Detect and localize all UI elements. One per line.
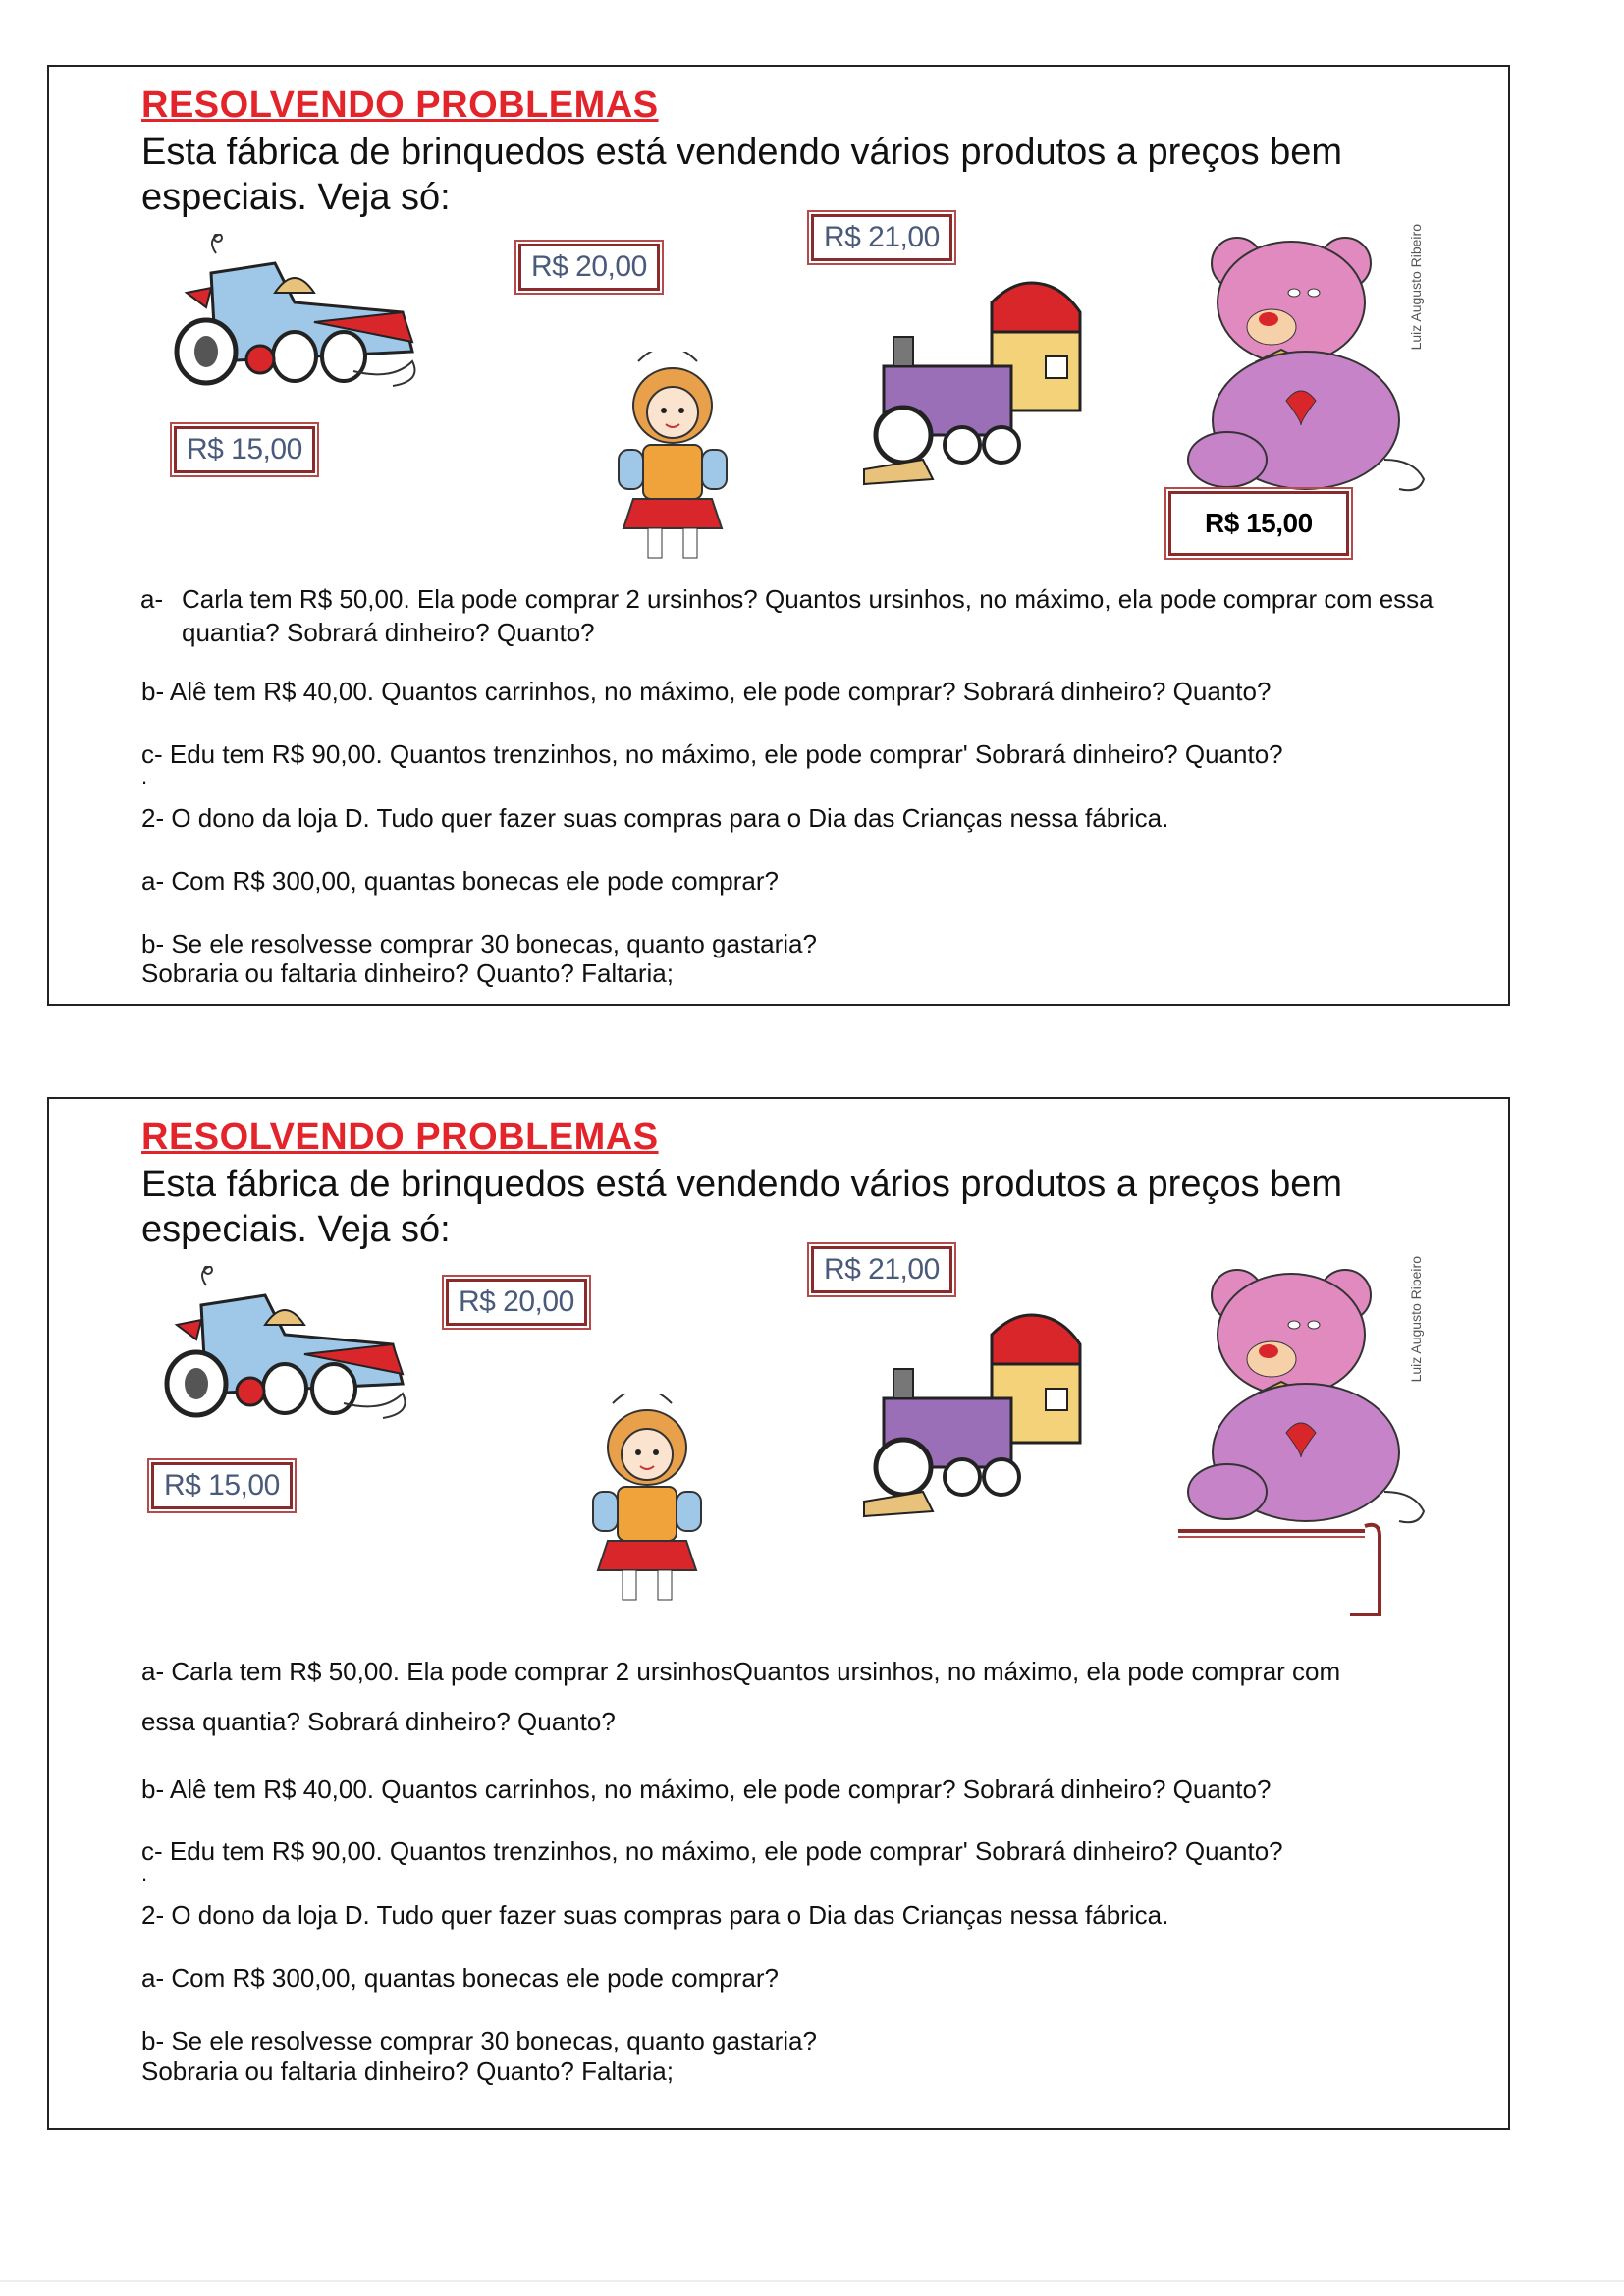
toy-train-illustration (854, 1305, 1119, 1541)
question-a-text: Carla tem R$ 50,00. Ela pode comprar 2 ursinhos? Quantos ursinhos, no máximo, ela pode comprar com essa quantia? Sobrará dinheiro? Quanto? (182, 584, 1434, 647)
question-2a: a- Com R$ 300,00, quantas bonecas ele pode comprar? (141, 866, 779, 896)
worksheet-title: RESOLVENDO PROBLEMAS (141, 84, 659, 126)
question-c: c- Edu tem R$ 90,00. Quantos trenzinhos, no máximo, ele pode comprar' Sobrará dinheiro? Quanto? (141, 1836, 1283, 1866)
price-tag-bear-empty (1178, 1511, 1434, 1629)
question-a-continued: essa quantia? Sobrará dinheiro? Quanto? (141, 1707, 616, 1736)
worksheet-intro: Esta fábrica de brinquedos está vendendo vários produtos a preços bem especiais. Veja só: (141, 1164, 1343, 1250)
stray-dot: . (141, 764, 148, 789)
price-tag-doll: R$ 20,00 (446, 1279, 587, 1326)
toy-teddy-bear-illustration (1178, 1256, 1434, 1531)
price-tag-car: R$ 15,00 (151, 1462, 293, 1509)
toy-car-illustration (157, 234, 471, 430)
question-2: 2- O dono da loja D. Tudo quer fazer suas compras para o Dia das Crianças nessa fábrica. (141, 1900, 1169, 1930)
price-tag-bear: R$ 15,00 (1168, 491, 1349, 556)
worksheet-card-2 (47, 1097, 1510, 2130)
question-b: b- Alê tem R$ 40,00. Quantos carrinhos, no máximo, ele pode comprar? Sobrará dinheiro? Quanto? (141, 677, 1272, 706)
price-tag-car: R$ 15,00 (174, 426, 315, 473)
question-b: b- Alê tem R$ 40,00. Quantos carrinhos, no máximo, ele pode comprar? Sobrará dinheiro? Quanto? (141, 1775, 1272, 1804)
toy-doll-illustration (599, 352, 746, 568)
stray-dot: . (141, 1861, 148, 1886)
toy-doll-illustration (573, 1394, 721, 1610)
toy-teddy-bear-illustration (1178, 224, 1434, 499)
worksheet-card-1 (47, 65, 1510, 1006)
price-tag-train: R$ 21,00 (811, 1246, 952, 1293)
question-2a: a- Com R$ 300,00, quantas bonecas ele pode comprar? (141, 1963, 779, 1993)
question-c: c- Edu tem R$ 90,00. Quantos trenzinhos, no máximo, ele pode comprar' Sobrará dinheiro? Quanto? (141, 739, 1283, 769)
question-2b: b- Se ele resolvesse comprar 30 bonecas, quanto gastaria? (141, 2026, 817, 2055)
price-tag-doll: R$ 20,00 (518, 244, 660, 291)
question-2b: b- Se ele resolvesse comprar 30 bonecas, quanto gastaria? (141, 929, 817, 958)
illustrator-credit: Luiz Augusto Ribeiro (1408, 224, 1424, 351)
question-2: 2- O dono da loja D. Tudo quer fazer suas compras para o Dia das Crianças nessa fábrica. (141, 803, 1169, 833)
question-2b-continued: Sobraria ou faltaria dinheiro? Quanto? Faltaria; (141, 958, 674, 988)
page-bottom-edge (0, 2280, 1624, 2282)
worksheet-title: RESOLVENDO PROBLEMAS (141, 1117, 659, 1158)
question-2b-continued: Sobraria ou faltaria dinheiro? Quanto? Faltaria; (141, 2056, 674, 2086)
question-a-label: a- (140, 584, 164, 614)
toy-car-illustration (147, 1266, 461, 1462)
toy-train-illustration (854, 273, 1119, 509)
worksheet-intro: Esta fábrica de brinquedos está vendendo vários produtos a preços bem especiais. Veja só: (141, 132, 1343, 218)
price-tag-train: R$ 21,00 (811, 214, 952, 261)
illustrator-credit: Luiz Augusto Ribeiro (1408, 1256, 1424, 1383)
question-a: a- Carla tem R$ 50,00. Ela pode comprar 2 ursinhosQuantos ursinhos, no máximo, ela pode comprar com (141, 1657, 1341, 1686)
question-a (140, 582, 1517, 649)
